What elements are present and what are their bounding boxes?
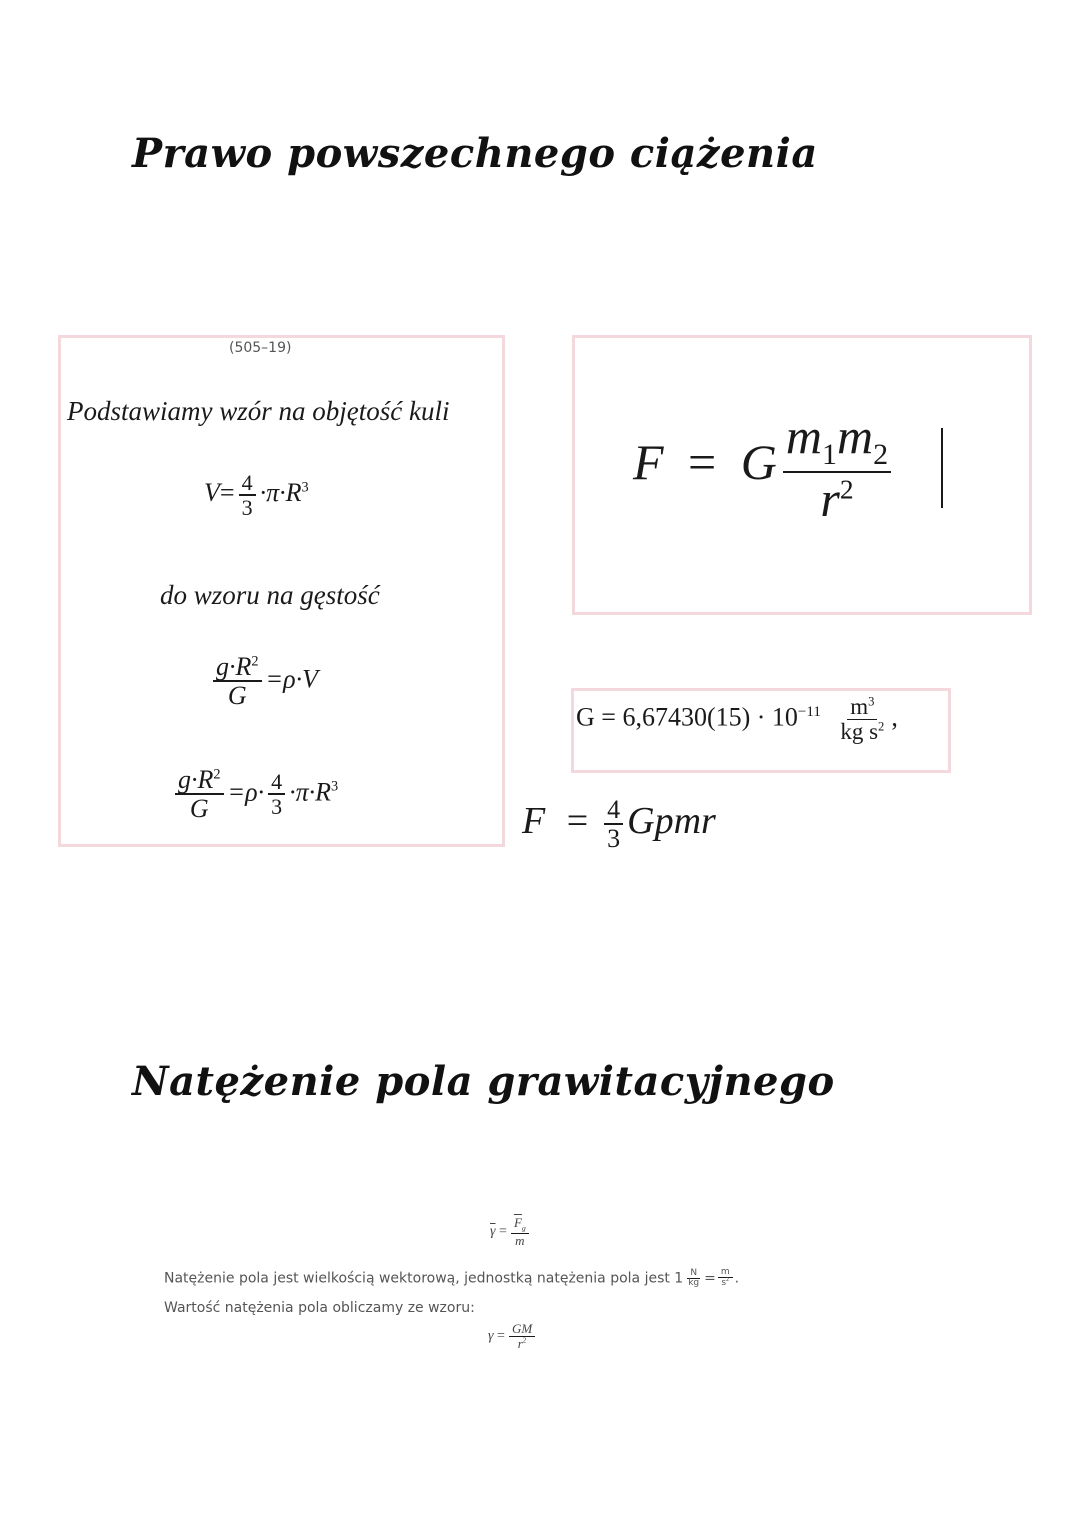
fraction-m1m2-over-r2: $\frac{m_1m_2}{r^2}$ bbox=[783, 410, 891, 525]
fraction-gr2-over-g: $\frac{g\cdot R^2}{G}$ bbox=[213, 653, 262, 710]
reference-number: (505–19) bbox=[229, 340, 292, 356]
unit-n-over-kg: $\frac{N}{kg}$ bbox=[688, 1267, 700, 1288]
density-eq-2: $\frac{g\cdot R^2}{G}$ =ρ· $\frac{4}{3}$ $\cdot\pi\cdot R^3$ bbox=[171, 766, 338, 823]
density-derivation-box bbox=[58, 335, 505, 847]
fraction-gr2-over-g: $\frac{g\cdot R^2}{G}$ bbox=[175, 766, 224, 823]
unit-m-over-s2: $\frac{m}{s^2}$ bbox=[718, 1268, 733, 1289]
middle-text: do wzoru na gęstość bbox=[160, 580, 380, 610]
newton-formula-box bbox=[572, 335, 1032, 615]
fraction-four-thirds: $\frac{4}{3}$ bbox=[604, 796, 623, 853]
unit-fraction: $\frac{m^3}{kg s^2}$ bbox=[840, 694, 885, 745]
volume-formula: V= $\frac{4}{3}$ $\cdot\pi\cdot R^3$ bbox=[204, 470, 309, 521]
fraction-four-thirds: $\frac{4}{3}$ bbox=[239, 471, 256, 519]
density-eq-1: $\frac{g\cdot R^2}{G}$ =ρ·V bbox=[209, 653, 318, 710]
field-description-line: Natężenie pola jest wielkością wektorową, jednostką natężenia pola jest 1 $\frac{N}{kg}$ = $\frac{m}{s^2}$ . bbox=[164, 1267, 740, 1289]
field-formula-intro: Wartość natężenia pola obliczamy ze wzoru: bbox=[164, 1300, 475, 1316]
intro-text: Podstawiamy wzór na objętość kuli bbox=[67, 396, 450, 426]
fraction-fg-over-m: $\frac{\overline{F}_g}{m}$ bbox=[511, 1216, 529, 1247]
constant-box bbox=[571, 688, 951, 773]
gravitational-constant: $G = 6,67430(15) \cdot 10^{-11}$ $\frac{m^3}{kg s^2}$ , bbox=[576, 694, 898, 745]
cursor-line bbox=[941, 428, 943, 508]
fraction-gm-over-r2: $\frac{GM}{r^2}$ bbox=[509, 1322, 535, 1350]
force-equation: F = $\frac{4}{3}$ Gpmr bbox=[522, 795, 716, 854]
heading-gravity-law: Prawo powszechnego ciążenia bbox=[132, 130, 818, 177]
field-magnitude-formula: γ = $\frac{GM}{r^2}$ bbox=[488, 1322, 539, 1350]
heading-field-strength: Natężenie pola grawitacyjnego bbox=[132, 1058, 835, 1105]
newton-formula: F = G $\frac{m_1m_2}{r^2}$ bbox=[633, 410, 895, 525]
field-vector-formula: $\overline{\gamma}$ = $\frac{\overline{F}_g}{m}$ bbox=[490, 1216, 533, 1247]
fraction-four-thirds: $\frac{4}{3}$ bbox=[268, 770, 285, 818]
